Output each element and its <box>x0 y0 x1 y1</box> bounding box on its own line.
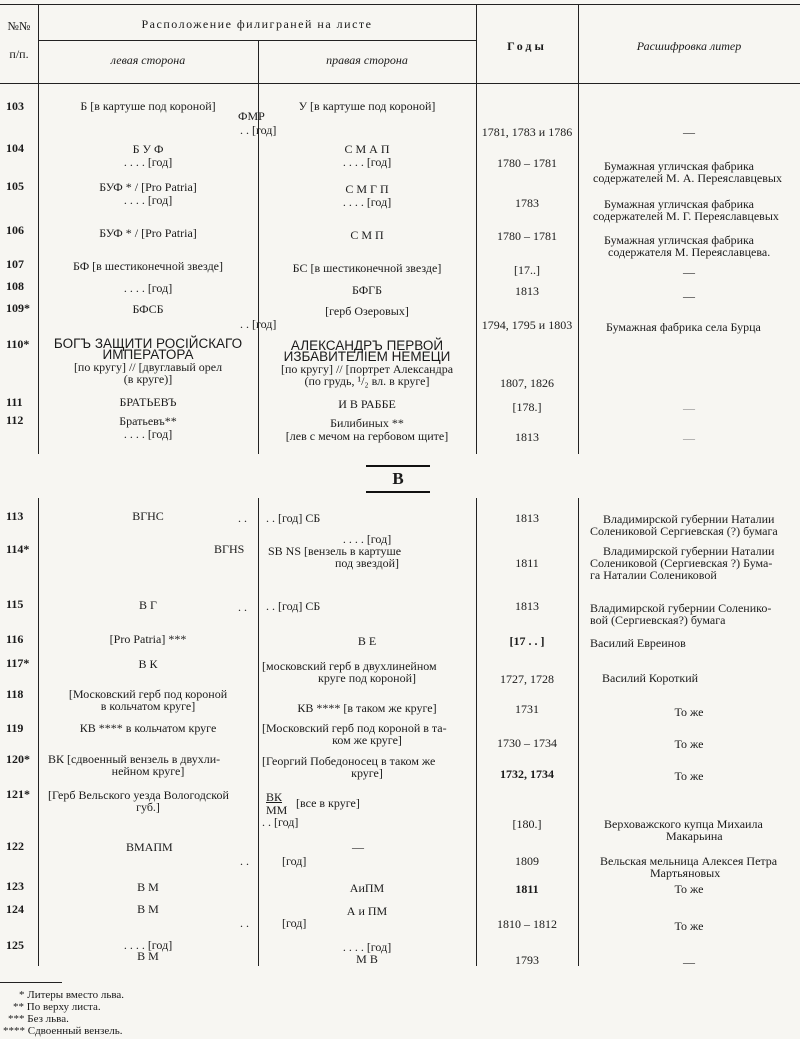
decode: То же <box>674 769 704 783</box>
header-top-rule <box>0 4 800 5</box>
col-num-header-line2: п/п. <box>9 47 29 61</box>
right-watermark-line3: [по кругу] // [портрет Александра <box>280 362 454 376</box>
right-watermark-year: . . [год] <box>240 317 277 331</box>
left-watermark: КВ **** в кольчатом круге <box>79 721 217 735</box>
right-watermark: БС [в шестиконечной звезде] <box>292 261 442 275</box>
col-right-header: правая сторона <box>326 53 408 67</box>
decode: То же <box>674 919 704 933</box>
decode: — <box>683 125 695 139</box>
row-number: 114* <box>6 542 30 556</box>
left-watermark-year: . . . . [год] <box>123 427 173 441</box>
right-watermark-line4: (по грудь, ¹/₂ вл. в круге] <box>304 374 430 388</box>
left-watermark-dots: . . <box>238 511 247 525</box>
right-watermark: КВ **** [в таком же круге] <box>297 701 437 715</box>
col-num-header-line1: №№ <box>7 19 31 33</box>
right-watermark-year: [год] <box>282 916 307 930</box>
decode-line2: Мартьяновых <box>650 866 721 880</box>
decode: То же <box>674 882 704 896</box>
decode-line2: Макарьина <box>666 829 723 843</box>
left-watermark: БФ [в шестиконечной звезде] <box>72 259 224 273</box>
footnote: * Литеры вместо льва. <box>19 989 125 1001</box>
right-watermark: С М А П <box>344 142 390 156</box>
right-watermark-year: . . . . [год] <box>342 532 392 546</box>
row-number: 105 <box>6 179 24 193</box>
decode: — <box>683 289 695 303</box>
decode-line2: содержателей М. А. Переяславцевых <box>593 171 782 185</box>
header-bottom-rule <box>0 83 800 84</box>
years: 1727, 1728 <box>500 672 554 686</box>
decode-line2: содержателя М. Переяславцева. <box>608 245 771 259</box>
decode: Бумажная фабрика села Бурца <box>606 320 761 334</box>
decode: — <box>683 431 695 445</box>
row-number: 113 <box>6 509 24 523</box>
decode-line3: га Наталии Солениковой <box>590 568 717 582</box>
row-number: 103 <box>6 99 24 113</box>
right-watermark-year: . . . . [год] <box>342 940 392 954</box>
right-watermark-line2: круге под короной] <box>317 671 416 685</box>
left-watermark: ВМАПМ <box>126 840 173 854</box>
placement-subheader-rule <box>38 40 476 41</box>
footnote: ** По верху листа. <box>13 1001 101 1013</box>
left-watermark-line2: губ.] <box>136 800 160 814</box>
footnote-rule <box>0 982 62 983</box>
row-number: 107 <box>6 257 24 271</box>
left-watermark-dots: . . <box>240 916 249 930</box>
row-number: 104 <box>6 141 24 155</box>
right-watermark-line2: [лев с мечом на гербовом щите] <box>285 429 449 443</box>
years: [180.] <box>512 817 542 831</box>
right-watermark-line2: ком же круге] <box>332 733 402 747</box>
decode: То же <box>674 737 704 751</box>
left-watermark-line2: нейном круге] <box>111 764 185 778</box>
years: 1731 <box>515 702 539 716</box>
decode: — <box>683 401 695 415</box>
left-watermark: ВГНС <box>132 509 164 523</box>
years: 1813 <box>515 284 539 298</box>
col-left-header: левая сторона <box>110 53 186 67</box>
years: 1809 <box>515 854 539 868</box>
left-watermark-dots: . . <box>238 600 247 614</box>
left-watermark-year: . . . . [год] <box>123 938 173 952</box>
right-watermark-year: [год] <box>282 854 307 868</box>
row-number: 124 <box>6 902 24 916</box>
right-watermark: С М П <box>350 228 384 242</box>
right-watermark: SB NS [вензель в картуше <box>268 544 402 558</box>
right-watermark: [Георгий Победоносец в таком же <box>262 754 436 768</box>
decode: Бумажная угличская фабрика <box>604 233 755 247</box>
decode-line2: содержателей М. Г. Переяславцевых <box>593 209 779 223</box>
decode: Владимирской губернии Наталии <box>603 544 775 558</box>
row-number: 118 <box>6 687 24 701</box>
right-watermark: И В РАББЕ <box>338 397 396 411</box>
row-number: 121* <box>6 787 30 801</box>
right-watermark: А и ПМ <box>346 904 388 918</box>
years: [178.] <box>512 400 542 414</box>
left-watermark: Б У Ф <box>132 142 164 156</box>
center-watermark: ФМР <box>238 109 265 123</box>
row-number: 106 <box>6 223 24 237</box>
right-watermark-year: . . . . [год] <box>342 195 392 209</box>
row-number: 117* <box>6 656 30 670</box>
row-number: 108 <box>6 279 24 293</box>
decode: Верховажского купца Михаила <box>604 817 763 831</box>
left-watermark: БУФ * / [Pro Patria] <box>99 226 197 240</box>
years: 1807, 1826 <box>500 376 554 390</box>
left-watermark: ВК [сдвоенный вензель в двухли- <box>48 752 221 766</box>
row-number: 119 <box>6 721 24 735</box>
left-watermark: [Герб Вельского уезда Вологодской <box>48 788 229 802</box>
decode-line2: Солениковой (Сергиевская ?) Бума- <box>590 556 773 570</box>
decode: Бумажная угличская фабрика <box>604 197 755 211</box>
right-watermark: АЛЕКСАНДРЪ ПЕРВОЙ <box>290 338 444 353</box>
right-watermark: У [в картуше под короной] <box>298 99 436 113</box>
years: 1811 <box>515 556 539 570</box>
left-watermark: ВГНS <box>214 542 245 556</box>
right-watermark-line2: круге] <box>351 766 383 780</box>
col-years-header: Годы <box>507 39 547 53</box>
left-watermark: БУФ * / [Pro Patria] <box>99 180 197 194</box>
years: 1813 <box>515 430 539 444</box>
decode: — <box>683 955 695 969</box>
row-number: 109* <box>6 301 30 315</box>
years: 1794, 1795 и 1803 <box>481 318 573 332</box>
decode: Владимирской губернии Соленико- <box>590 601 772 615</box>
section-letter-heading: В <box>366 465 430 493</box>
years: 1813 <box>515 599 539 613</box>
row-number: 122 <box>6 839 24 853</box>
decode: Бумажная угличская фабрика <box>604 159 755 173</box>
years: 1793 <box>515 953 539 967</box>
right-watermark: [герб Озеровых] <box>325 304 409 318</box>
left-watermark: БРАТЬЕВЪ <box>119 395 177 409</box>
column-divider-4 <box>578 4 579 454</box>
left-watermark: Б [в картуше под короной] <box>80 99 216 113</box>
row-number: 116 <box>6 632 24 646</box>
left-watermark-line2: ИМПЕРАТОРА <box>102 347 194 362</box>
years: 1780 – 1781 <box>497 229 557 243</box>
left-watermark-year: . . . . [год] <box>123 155 173 169</box>
decode: Владимирской губернии Наталии <box>603 512 775 526</box>
row-number: 115 <box>6 597 24 611</box>
decode: То же <box>674 705 704 719</box>
left-watermark: БОГЪ ЗАЩИТИ РОСІЙСКАГО <box>53 336 243 351</box>
right-watermark: В Е <box>357 634 377 648</box>
right-watermark-year: . . [год] <box>240 123 277 137</box>
right-watermark: Билибиных ** <box>330 416 404 430</box>
right-watermark: М В <box>356 952 378 966</box>
right-watermark: АиПМ <box>349 881 385 895</box>
left-watermark: В М <box>137 880 159 894</box>
left-watermark: В М <box>137 902 159 916</box>
years: 1811 <box>515 882 539 896</box>
left-watermark: [Московский герб под короной <box>68 687 228 701</box>
right-watermark-year: . . [год] <box>262 815 299 829</box>
col-placement-header: Расположение филиграней на листе <box>141 17 373 31</box>
row-number: 112 <box>6 413 24 427</box>
years: 1810 – 1812 <box>497 917 557 931</box>
right-watermark-monogram-bottom: ММ <box>266 803 288 817</box>
right-watermark-year: . . . . [год] <box>342 155 392 169</box>
row-number: 120* <box>6 752 30 766</box>
left-watermark: В Г <box>139 598 157 612</box>
decode: Василий Короткий <box>602 671 699 685</box>
left-watermark: В М <box>137 949 159 963</box>
years: 1783 <box>515 196 539 210</box>
years: 1730 – 1734 <box>497 736 557 750</box>
left-watermark-line3: [по кругу] // [двуглавый орел <box>73 360 223 374</box>
left-watermark: [Pro Patria] *** <box>109 632 187 646</box>
left-watermark: Братьевъ** <box>119 414 177 428</box>
left-watermark-line2: в кольчатом круге] <box>100 699 196 713</box>
right-watermark: . . [год] СБ <box>266 599 321 613</box>
left-watermark-year: . . . . [год] <box>123 281 173 295</box>
left-watermark-line4: (в круге)] <box>123 372 173 386</box>
years: 1781, 1783 и 1786 <box>481 125 573 139</box>
right-watermark-line2: ИЗБАВИТЕЛІЕМ НЕМЕЦИ <box>283 349 451 364</box>
right-watermark: [Московский герб под короной в та- <box>262 721 447 735</box>
left-watermark: В К <box>138 657 158 671</box>
left-watermark-dots: . . <box>240 854 249 868</box>
row-number: 125 <box>6 938 24 952</box>
footnote: *** Без льва. <box>8 1013 69 1025</box>
decode: Вельская мельница Алексея Петра <box>600 854 778 868</box>
decode-line2: вой (Сергиевская?) бумага <box>590 613 726 627</box>
years: 1732, 1734 <box>500 767 554 781</box>
years: 1780 – 1781 <box>497 156 557 170</box>
right-watermark: . . [год] СБ <box>266 511 321 525</box>
right-watermark: [московский герб в двухлинейном <box>262 659 437 673</box>
decode-line2: Солениковой Сергиевская (?) бумага <box>590 524 778 538</box>
decode: — <box>683 265 695 279</box>
left-watermark-year: . . . . [год] <box>123 193 173 207</box>
years: 1813 <box>515 511 539 525</box>
row-number: 123 <box>6 879 24 893</box>
right-watermark: БФГБ <box>351 283 383 297</box>
left-watermark: БФСБ <box>132 302 164 316</box>
footnote: **** Сдвоенный вензель. <box>3 1025 123 1037</box>
right-watermark-line2: под звездой] <box>334 556 400 570</box>
row-number: 110* <box>6 337 30 351</box>
row-number: 111 <box>6 395 23 409</box>
decode: Василий Евреинов <box>590 636 686 650</box>
right-watermark-monogram-top: ВК <box>266 790 283 804</box>
right-watermark: С М Г П <box>345 182 389 196</box>
right-watermark-note: [все в круге] <box>296 796 360 810</box>
years: [17 . . ] <box>509 634 545 648</box>
years: [17..] <box>514 263 540 277</box>
right-watermark-dash: — <box>352 840 364 854</box>
col-decode-header: Расшифровка литер <box>636 39 742 53</box>
